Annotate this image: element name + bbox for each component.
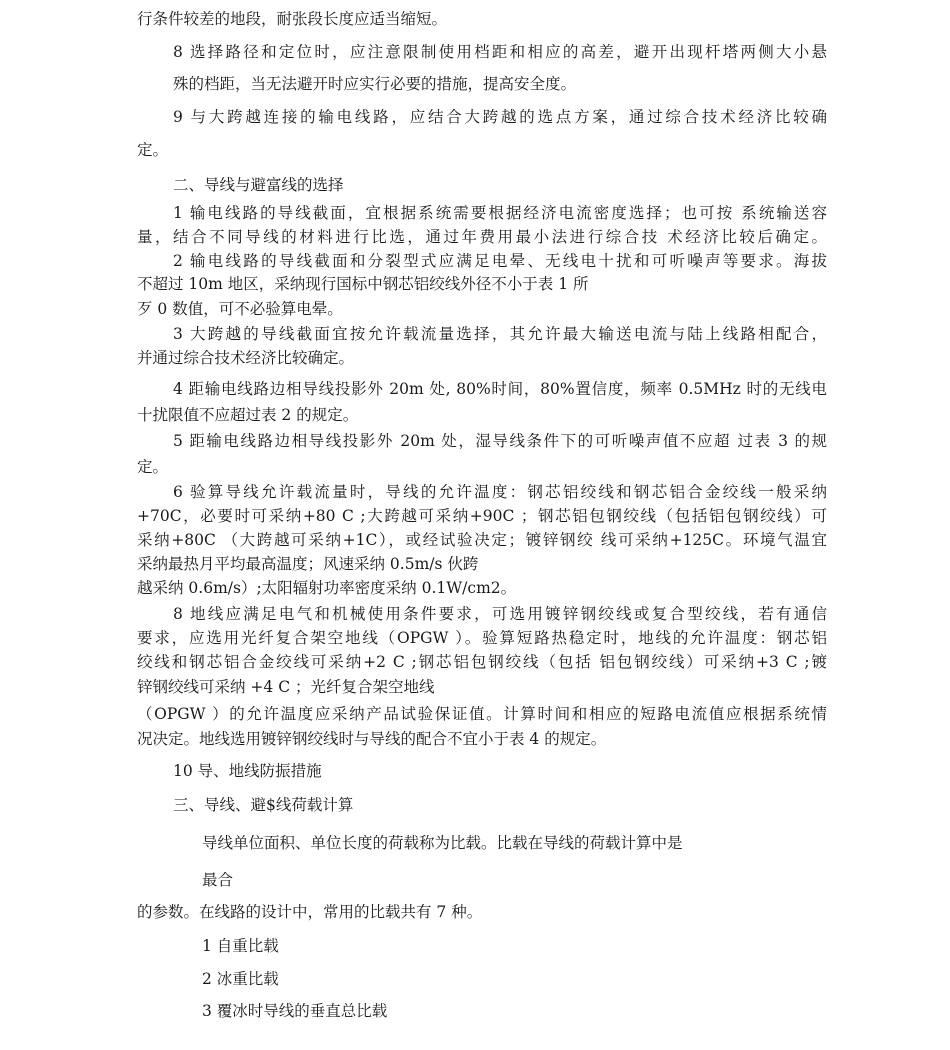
text-line: 不超过 10m 地区，采纳现行国标中钢芯铝绞线外径不小于表 1 所 (137, 275, 589, 293)
text-line: 况决定。地线选用镀锌钢绞线时与导线的配合不宜小于表 4 的规定。 (137, 730, 607, 748)
list-item: 1 自重比载 (202, 937, 279, 955)
text-line: 最合 (202, 871, 234, 889)
text-line: 要求，应选用光纤复合架空地线（OPGW ）。验算短路热稳定时，地线的允许温度：钢芯铝 (137, 629, 827, 647)
list-item: 2 冰重比载 (202, 970, 279, 988)
text-line: 4 距输电线路边相导线投影外 20m 处, 80%时间，80%置信度，频率 0.5MHz 时的无线电 (173, 380, 827, 398)
text-line: 歹 0 数值，可不必验算电晕。 (137, 300, 343, 318)
text-line: 殊的档距，当无法避开时应实行必要的措施，提高安全度。 (173, 75, 577, 93)
text-line: 8 选择路径和定位时，应注意限制使用档距和相应的高差，避开出现杆塔两侧大小悬 (173, 43, 827, 61)
text-line: 5 距输电线路边相导线投影外 20m 处，湿导线条件下的可听噪声值不应超 过表 3 的规 (173, 432, 827, 450)
list-item: 3 覆冰时导线的垂直总比载 (202, 1002, 388, 1020)
text-line: 定。 (137, 458, 169, 476)
text-line: 2 输电线路的导线截面和分裂型式应满足电晕、无线电十扰和可听噪声等要求。海拔 (173, 252, 827, 270)
section-heading: 二、导线与避富线的选择 (173, 176, 344, 194)
text-line: 越采纳 0.6m/s）;太阳辐射功率密度采纳 0.1W/cm2。 (137, 579, 517, 597)
text-line: 3 大跨越的导线截面宜按允许载流量选择，其允许最大输送电流与陆上线路相配合， (173, 325, 827, 343)
text-line: 9 与大跨越连接的输电线路，应结合大跨越的选点方案，通过综合技术经济比较确 (173, 108, 827, 126)
text-line: 6 验算导线允许载流量时，导线的允许温度：钢芯铝绞线和钢芯铝合金绞线一般采纳 (173, 483, 827, 501)
text-line: 采纳+80C （大跨越可采纳+1C），或经试验决定；镀锌钢绞 线可采纳+125C。环境气温宜 (137, 531, 827, 549)
section-heading: 10 导、地线防振措施 (173, 762, 322, 780)
text-line: 绞线和钢芯铝合金绞线可采纳+2 C ;钢芯铝包钢绞线（包括 铝包钢绞线）可采纳+3 C ;镀 (137, 653, 827, 671)
text-line: 导线单位面积、单位长度的荷载称为比载。比载在导线的荷载计算中是 (202, 834, 683, 852)
section-heading: 三、导线、避$线荷载计算 (173, 796, 354, 814)
text-line: 行条件较差的地段，耐张段长度应适当缩短。 (137, 10, 448, 28)
text-line: +70C，必要时可采纳+80 C ;大跨越可采纳+90C ；钢芯铝包钢绞线（包括铝包钢绞线）可 (137, 507, 827, 525)
text-line: 十扰限值不应超过表 2 的规定。 (137, 406, 359, 424)
text-line: 并通过综合技术经济比较确定。 (137, 349, 355, 367)
text-line: 锌钢绞线可采纳 +4 C ；光纤复合架空地线 (137, 678, 435, 696)
text-line: 采纳最热月平均最高温度；风速采纳 0.5m/s 伙跨 (137, 555, 479, 573)
text-line: 量，结合不同导线的材料进行比选，通过年费用最小法进行综合技 术经济比较后确定。 (137, 228, 827, 246)
text-line: 定。 (137, 141, 169, 159)
text-line: 8 地线应满足电气和机械使用条件要求，可选用镀锌钢绞线或复合型绞线，若有通信 (173, 605, 827, 623)
text-line: （OPGW ）的允许温度应采纳产品试验保证值。计算时间和相应的短路电流值应根据系统情 (137, 705, 827, 723)
text-line: 的参数。在线路的设计中，常用的比载共有 7 种。 (137, 903, 483, 921)
text-line: 1 输电线路的导线截面，宜根据系统需要根据经济电流密度选择；也可按 系统输送容 (173, 204, 827, 222)
